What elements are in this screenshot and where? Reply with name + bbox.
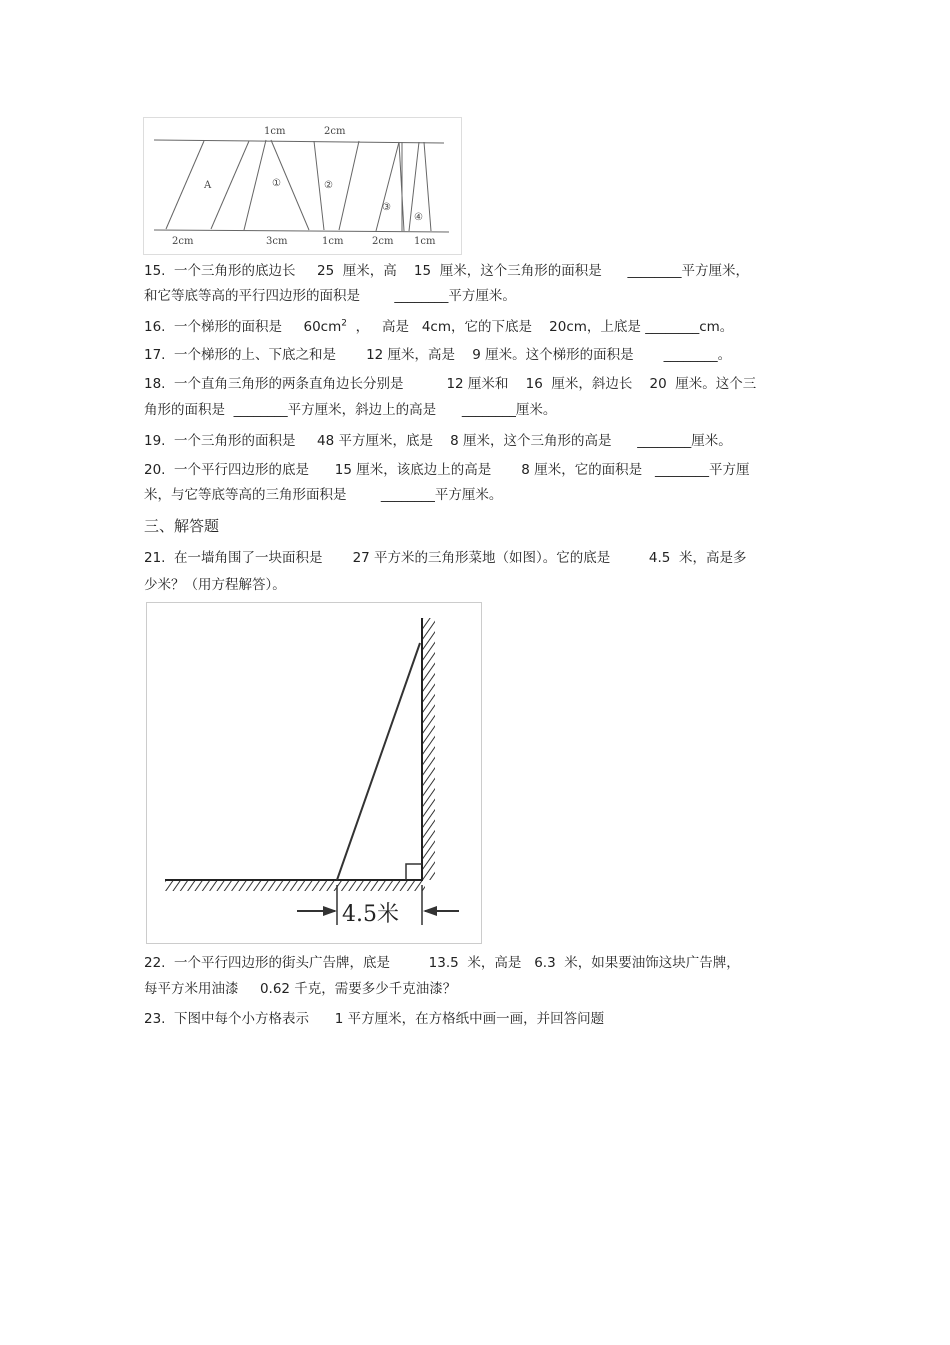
q16-sup: 2	[341, 318, 347, 329]
q16-pre: 16. 一个梯形的面积是 60cm	[144, 319, 342, 335]
bottom-label-2: 3cm	[266, 236, 288, 247]
q20-line-2: 米，与它等底等高的三角形面积是 ________平方厘米。	[144, 487, 503, 503]
q18-line-1: 18. 一个直角三角形的两条直角边长分别是 12 厘米和 16 厘米，斜边长 20 厘米。这个三	[144, 376, 757, 392]
shape-label-1: ①	[272, 178, 281, 189]
q15-line-2: 和它等底等高的平行四边形的面积是 ________平方厘米。	[144, 288, 516, 304]
q20-line-1: 20. 一个平行四边形的底是 15 厘米，该底边上的高是 8 厘米，它的面积是 ________平方厘	[144, 462, 750, 478]
top-label-2: 2cm	[324, 126, 346, 137]
shape-label-a: A	[204, 180, 212, 191]
q22-line-2: 每平方米用油漆 0.62 千克，需要多少千克油漆？	[144, 981, 457, 997]
shapes-figure	[143, 117, 462, 255]
shape-label-4: ④	[414, 212, 423, 223]
q18-line-2: 角形的面积是 ________平方厘米，斜边上的高是 ________厘米。	[144, 402, 557, 418]
q16-post: ， 高是 4cm，它的下底是 20cm，上底是 ________cm。	[347, 319, 734, 335]
wall-triangle-drawing	[147, 603, 481, 943]
bottom-label-1: 2cm	[172, 236, 194, 247]
section-3-title: 三、解答题	[144, 517, 220, 535]
shapes-figure-drawing	[144, 118, 461, 254]
q21-line-1: 21. 在一墙角围了一块面积是 27 平方米的三角形菜地（如图）。它的底是 4.5 米，高是多	[144, 550, 747, 566]
q23-line: 23. 下图中每个小方格表示 1 平方厘米，在方格纸中画一画，并回答问题	[144, 1011, 605, 1027]
top-label-1: 1cm	[264, 126, 286, 137]
bottom-label-4: 2cm	[372, 236, 394, 247]
q19-line: 19. 一个三角形的面积是 48 平方厘米，底是 8 厘米，这个三角形的高是 ________厘米。	[144, 433, 732, 449]
bottom-label-3: 1cm	[322, 236, 344, 247]
shape-label-2: ②	[324, 180, 333, 191]
q15-line-1: 15. 一个三角形的底边长 25 厘米，高 15 厘米，这个三角形的面积是 ________平方厘米，	[144, 263, 749, 279]
dimension-label: 4.5米	[342, 902, 399, 927]
q22-line-1: 22. 一个平行四边形的街头广告牌，底是 13.5 米，高是 6.3 米，如果要油饰这块广告牌，	[144, 955, 740, 971]
shape-label-3: ③	[382, 202, 391, 213]
q21-line-2: 少米？（用方程解答）。	[144, 577, 286, 593]
bottom-label-5: 1cm	[414, 236, 436, 247]
wall-triangle-figure	[146, 602, 482, 944]
q17-line: 17. 一个梯形的上、下底之和是 12 厘米，高是 9 厘米。这个梯形的面积是 ________。	[144, 347, 732, 363]
q16-line	[144, 317, 733, 337]
